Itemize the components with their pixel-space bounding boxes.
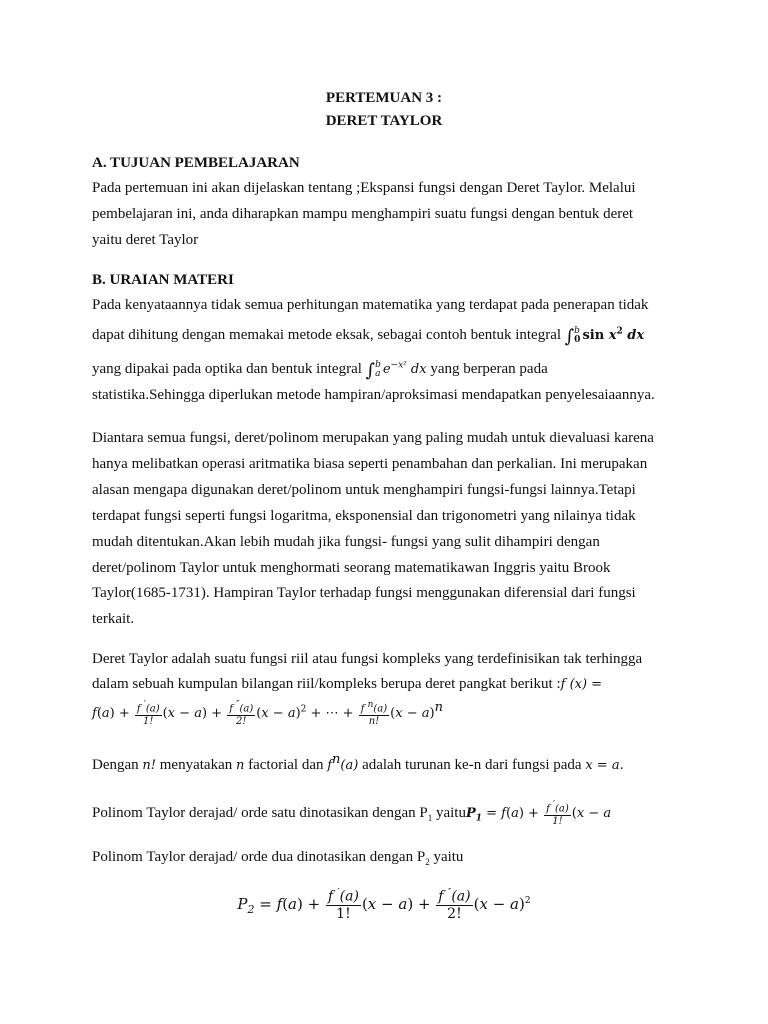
- integral-sign: ∫: [564, 326, 575, 347]
- integral-limits: b a: [375, 359, 381, 379]
- math-f-superscript: n: [332, 752, 341, 767]
- math-f: f: [327, 758, 333, 773]
- paragraph-text: yaitu: [429, 849, 464, 865]
- paragraph-text: yang dipakai pada optika dan bentuk integral: [92, 361, 366, 377]
- paragraph-text: Polinom Taylor derajad/ orde satu dinotasikan dengan P: [92, 805, 428, 822]
- subscript: 2: [425, 857, 430, 867]
- paragraph-text: yang berperan pada: [426, 361, 548, 377]
- integral-sign: ∫: [365, 360, 376, 381]
- math-n: n: [235, 758, 245, 773]
- p2-formula: $P_2 = f(a)$ + $\frac{f '(a)}{1!}$ (x − a) + $\frac{f ''(a)}{2!}$ $(x - a)^2$: [237, 888, 531, 922]
- paragraph-text: yaitu: [432, 805, 466, 822]
- integral-limits: b 0: [574, 325, 581, 345]
- paragraph-text: adalah turunan ke-n dari fungsi pada: [358, 757, 586, 773]
- paragraph-line: pembelajaran ini, anda diharapkan mampu menghampiri suatu fungsi dengan bentuk deret: [92, 206, 634, 222]
- math-n-factorial: n!: [142, 758, 157, 773]
- math-fx-equals: f (x) =: [560, 677, 603, 692]
- page-title-line1: PERTEMUAN 3 :: [325, 90, 443, 106]
- paragraph-line-factorial: [92, 752, 624, 774]
- paragraph-text: Dengan: [92, 757, 143, 773]
- paragraph-line: yaitu deret Taylor: [92, 232, 199, 248]
- heading-tujuan: A. TUJUAN PEMBELAJARAN: [92, 155, 300, 171]
- paragraph-line-order-one: Polinom Taylor derajad/ orde satu dinotasikan dengan $P_1$ yaituP$_1$ = f(a) + $\frac{f '(a)}{1!}$ (x − a: [92, 800, 612, 827]
- paragraph-line: terkait.: [92, 611, 135, 627]
- taylor-series-formula: f(a) + $\frac{f '(a)}{1!}$ (x − a) + $\frac{f ''(a)}{2!}$ $(x - a)^2$ + ⋯ + $\frac{f ^n(a)}{n!}$ $(x - a)^n$: [92, 700, 443, 727]
- integral-expression-sin: $\sin x^2$ dx: [582, 326, 645, 343]
- paragraph-line: statistika.Sehingga diperlukan metode hampiran/aproksimasi mendapatkan penyelesaiaannya.: [92, 387, 655, 403]
- paragraph-line-order-two: [92, 849, 463, 867]
- paragraph-line: Pada pertemuan ini akan dijelaskan tentang ;Ekspansi fungsi dengan Deret Taylor. Melalui: [92, 180, 636, 196]
- paragraph-text: menyatakan: [156, 757, 236, 773]
- paragraph-text: factorial dan: [244, 757, 328, 773]
- paragraph-line-taylor-def: [92, 676, 602, 693]
- paragraph-text: dapat dihitung dengan memakai metode eksak, sebagai contoh bentuk integral: [92, 327, 565, 343]
- subscript: 1: [427, 813, 433, 824]
- paragraph-line: Diantara semua fungsi, deret/polinom merupakan yang paling mudah untuk dievaluasi karena: [92, 430, 654, 446]
- paragraph-line: Taylor(1685-1731). Hampiran Taylor terhadap fungsi menggunakan diferensial dari fungsi: [92, 585, 636, 601]
- paragraph-line: alasan mengapa digunakan deret/polinom untuk menghampiri fungsi-fungsi lainnya.Tetapi: [92, 482, 636, 498]
- paragraph-line-integral-1: [92, 326, 644, 347]
- paragraph-line-integral-2: [92, 360, 548, 381]
- paragraph-text: dalam sebuah kumpulan bilangan riil/kompleks berupa deret pangkat berikut :: [92, 676, 561, 692]
- paragraph-line: deret/polinom Taylor untuk menghormati seorang matematikawan Inggris yaitu Brook: [92, 560, 611, 576]
- page-title-line2: DERET TAYLOR: [325, 113, 443, 129]
- heading-uraian: B. URAIAN MATERI: [92, 272, 234, 288]
- math-x-equals-a: x = a.: [585, 758, 624, 773]
- paragraph-line: mudah ditentukan.Akan lebih mudah jika fungsi- fungsi yang sulit dihampiri dengan: [92, 534, 600, 550]
- p1-formula: $P_1$: [465, 806, 482, 824]
- math-f-argument: (a): [340, 758, 359, 773]
- paragraph-line: Deret Taylor adalah suatu fungsi riil atau fungsi kompleks yang terdefinisikan tak terhingga: [92, 651, 643, 667]
- integral-expression-exp: $e^{-x^2}$ dx: [382, 360, 427, 377]
- paragraph-line: hanya melibatkan operasi aritmatika biasa seperti penambahan dan perkalian. Ini merupakan: [92, 456, 648, 472]
- paragraph-line: Pada kenyataannya tidak semua perhitungan matematika yang terdapat pada penerapan tidak: [92, 297, 649, 313]
- paragraph-text: Polinom Taylor derajad/ orde dua dinotasikan dengan P: [92, 849, 426, 865]
- paragraph-line: terdapat fungsi seperti fungsi logaritma, eksponensial dan trigonometri yang nilainya tidak: [92, 508, 636, 524]
